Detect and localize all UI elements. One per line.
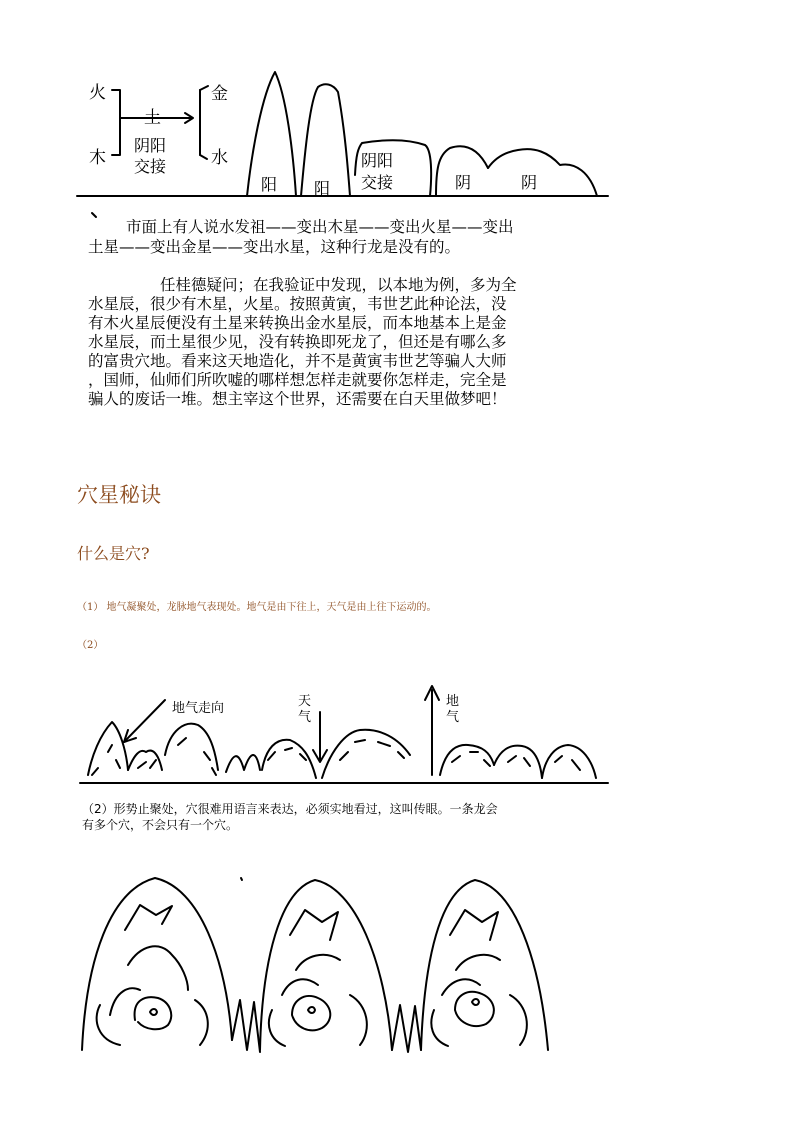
label-shui: 水 — [211, 148, 228, 168]
label-yang-1: 阳 — [261, 175, 278, 194]
label-yinyang-1: 阴阳 — [134, 136, 167, 155]
item2-text: （2） — [77, 640, 104, 651]
para2-line5: 的富贵穴地。看来这天地造化，并不是黄寅韦世艺等骗人大师 — [88, 352, 507, 370]
section-title: 穴星秘诀 — [77, 483, 161, 507]
para2-line3: 有木火星辰便没有土星来转换出金水星辰，而本地基本上是金 — [88, 314, 507, 332]
para2-line7: 骗人的废话一堆。想主宰这个世界，还需要在白天里做梦吧！ — [88, 390, 507, 408]
label-diqi-2: 气 — [446, 710, 460, 725]
para1-line2: 土星——变出金星——变出水星，这种行龙是没有的。 — [88, 238, 461, 256]
label-yang-2: 阳 — [314, 179, 331, 198]
para2-line2: 水星辰，很少有木星，火星。按照黄寅，韦世艺此种论法，没 — [88, 295, 507, 313]
para2-line4: 水星辰，而土星很少见，没有转换即死龙了，但还是有哪么多 — [88, 333, 507, 351]
label-huo: 火 — [89, 83, 106, 103]
caption-line2: 有多个穴，不会只有一个穴。 — [82, 818, 239, 832]
label-diqi-1: 地 — [446, 694, 460, 709]
para1-line1: 市面上有人说水发祖——变出木星——变出火星——变出 — [126, 218, 514, 236]
label-jin: 金 — [211, 84, 228, 104]
label-jiaojie-1: 交接 — [134, 157, 167, 176]
section-subtitle: 什么是穴? — [77, 544, 150, 563]
label-jiaojie-2: 交接 — [361, 173, 394, 192]
para2-line1: 任桂德疑问；在我验证中发现，以本地为例，多为全 — [160, 276, 517, 294]
label-tu: 土 — [144, 108, 161, 128]
label-tianqi-2: 气 — [298, 710, 312, 725]
para2-line6: ，国师，仙师们所吹嘘的哪样想怎样走就要你怎样走，完全是 — [88, 371, 507, 389]
label-yinyang-2: 阴阳 — [361, 151, 394, 170]
label-tianqi-1: 天 — [298, 694, 312, 709]
label-yin-2: 阴 — [521, 173, 538, 192]
caption-line1: （2）形势止聚处，穴很难用语言来表达，必须实地看过，这叫传眼。一条龙会 — [82, 802, 498, 816]
label-diqi-zouxiang: 地气走向 — [172, 701, 225, 716]
label-yin-1: 阴 — [455, 173, 472, 192]
item1-text: （1） 地气凝聚处，龙脉地气表现处。地气是由下往上，天气是由上往下运动的。 — [77, 602, 437, 613]
label-mu: 木 — [89, 148, 106, 168]
